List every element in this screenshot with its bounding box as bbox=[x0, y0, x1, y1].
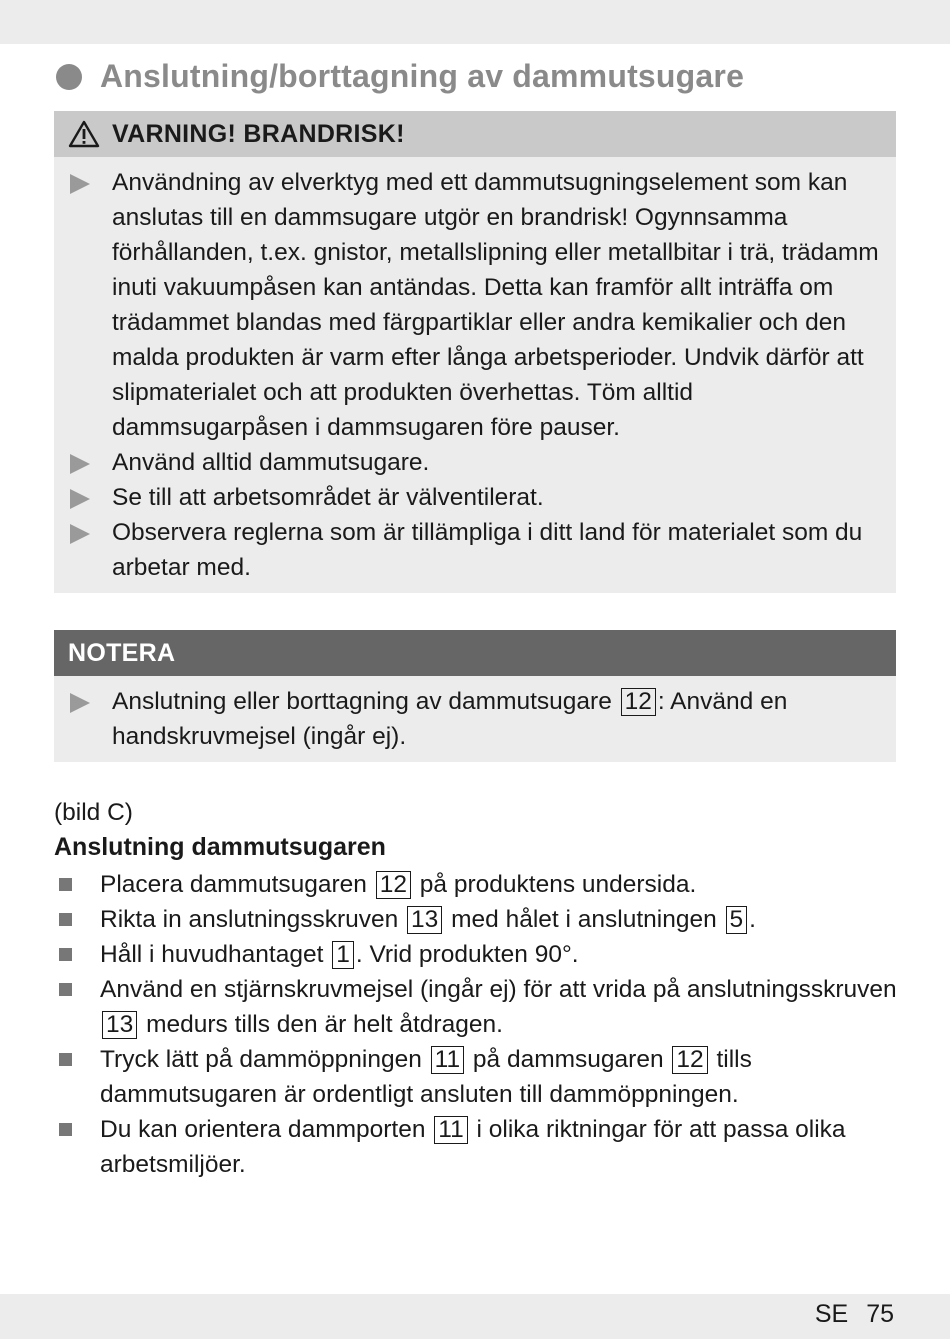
text-segment: på produktens undersida. bbox=[413, 871, 697, 898]
section-heading-text: Anslutning/borttagning av dammutsugare bbox=[100, 58, 745, 94]
step-item bbox=[54, 972, 904, 1042]
text-segment: på dammsugaren bbox=[466, 1046, 671, 1073]
part-number-ref: 12 bbox=[621, 688, 656, 716]
arrow-bullet-icon bbox=[70, 693, 90, 713]
page-number: 75 bbox=[866, 1300, 894, 1328]
text-segment: Du kan orientera dammporten bbox=[100, 1116, 433, 1143]
language-code: SE bbox=[814, 1300, 849, 1328]
subheading: Anslutning dammutsugaren bbox=[54, 833, 386, 861]
square-bullet-icon bbox=[59, 948, 72, 961]
list-item bbox=[68, 480, 882, 515]
square-bullet-icon bbox=[59, 913, 72, 926]
step-item bbox=[54, 867, 904, 902]
warning-title: VARNING! BRANDRISK! bbox=[112, 119, 405, 148]
part-number-ref: 12 bbox=[672, 1046, 707, 1074]
square-bullet-icon bbox=[59, 1053, 72, 1066]
warning-triangle-icon bbox=[68, 120, 100, 148]
text-segment: Placera dammutsugaren bbox=[100, 871, 374, 898]
text-segment: i olika riktningar för att passa olika arbetsmiljöer. bbox=[100, 1116, 846, 1178]
part-number-ref: 13 bbox=[102, 1011, 137, 1039]
step-item bbox=[54, 1042, 904, 1112]
text-segment: medurs tills den är helt åtdragen. bbox=[139, 1011, 503, 1038]
part-number-ref: 11 bbox=[431, 1046, 464, 1074]
footer-band bbox=[0, 1294, 950, 1339]
list-item bbox=[68, 445, 882, 480]
text-segment: Rikta in anslutningsskruven bbox=[100, 906, 406, 933]
arrow-bullet-icon bbox=[70, 524, 90, 544]
page-footer bbox=[815, 1300, 894, 1329]
text-segment: Anslutning eller borttagning av dammutsugare bbox=[112, 688, 619, 715]
list-item bbox=[68, 165, 882, 445]
part-number-ref: 11 bbox=[434, 1116, 467, 1144]
figure-reference: (bild C) bbox=[54, 799, 133, 826]
part-number-ref: 13 bbox=[407, 906, 442, 934]
list-item bbox=[68, 515, 882, 585]
text-segment: Håll i huvudhantaget bbox=[100, 941, 331, 968]
step-item bbox=[54, 1112, 904, 1182]
text-segment: med hålet i anslutningen bbox=[444, 906, 724, 933]
warning-box bbox=[54, 111, 896, 593]
square-bullet-icon bbox=[59, 878, 72, 891]
steps-list bbox=[54, 867, 904, 1182]
list-item-text: Användning av elverktyg med ett dammutsugningselement som kan anslutas till en dammsugare utgör en brandrisk! Ogynnsamma förhållanden, t.ex. gnistor, metallslipning eller metallbitar i trä, trädamm inuti vakuumpåsen kan antändas. Detta kan framför allt inträffa om trädammet blandas med färgpartiklar eller andra kemikalier och den malda produkten är varm efter långa arbetsperioder. Undvik därför att slipmaterialet och att produkten överhettas. Töm alltid dammsugarpåsen i dammsugaren före pauser. bbox=[112, 169, 879, 441]
text-segment: Använd en stjärnskruvmejsel (ingår ej) för att vrida på anslutningsskruven bbox=[100, 976, 897, 1003]
bullet-dot-icon bbox=[56, 64, 82, 90]
square-bullet-icon bbox=[59, 1123, 72, 1136]
warning-list bbox=[54, 157, 896, 593]
list-item-text: Observera reglerna som är tillämpliga i ditt land för materialet som du arbetar med. bbox=[112, 519, 863, 581]
list-item-text: Använd alltid dammutsugare. bbox=[112, 449, 430, 476]
note-header bbox=[54, 630, 896, 676]
arrow-bullet-icon bbox=[70, 489, 90, 509]
header-band bbox=[0, 0, 950, 44]
section-heading bbox=[56, 58, 916, 95]
part-number-ref: 12 bbox=[376, 871, 411, 899]
note-list bbox=[54, 676, 896, 762]
text-segment: . bbox=[749, 906, 756, 933]
step-item bbox=[54, 937, 904, 972]
part-number-ref: 5 bbox=[726, 906, 748, 934]
note-title: NOTERA bbox=[68, 638, 176, 667]
arrow-bullet-icon bbox=[70, 174, 90, 194]
part-number-ref: 1 bbox=[332, 941, 354, 969]
warning-header bbox=[54, 111, 896, 157]
arrow-bullet-icon bbox=[70, 454, 90, 474]
list-item-text: Se till att arbetsområdet är välventilerat. bbox=[112, 484, 544, 511]
text-segment: : Använd en handskruvmejsel (ingår ej). bbox=[112, 688, 788, 750]
text-segment: tills dammutsugaren är ordentligt ansluten till dammöppningen. bbox=[100, 1046, 752, 1108]
text-segment: . Vrid produkten 90°. bbox=[355, 941, 579, 968]
step-item bbox=[54, 902, 904, 937]
list-item bbox=[68, 684, 882, 754]
square-bullet-icon bbox=[59, 983, 72, 996]
text-segment: Tryck lätt på dammöppningen bbox=[100, 1046, 429, 1073]
note-box bbox=[54, 630, 896, 762]
